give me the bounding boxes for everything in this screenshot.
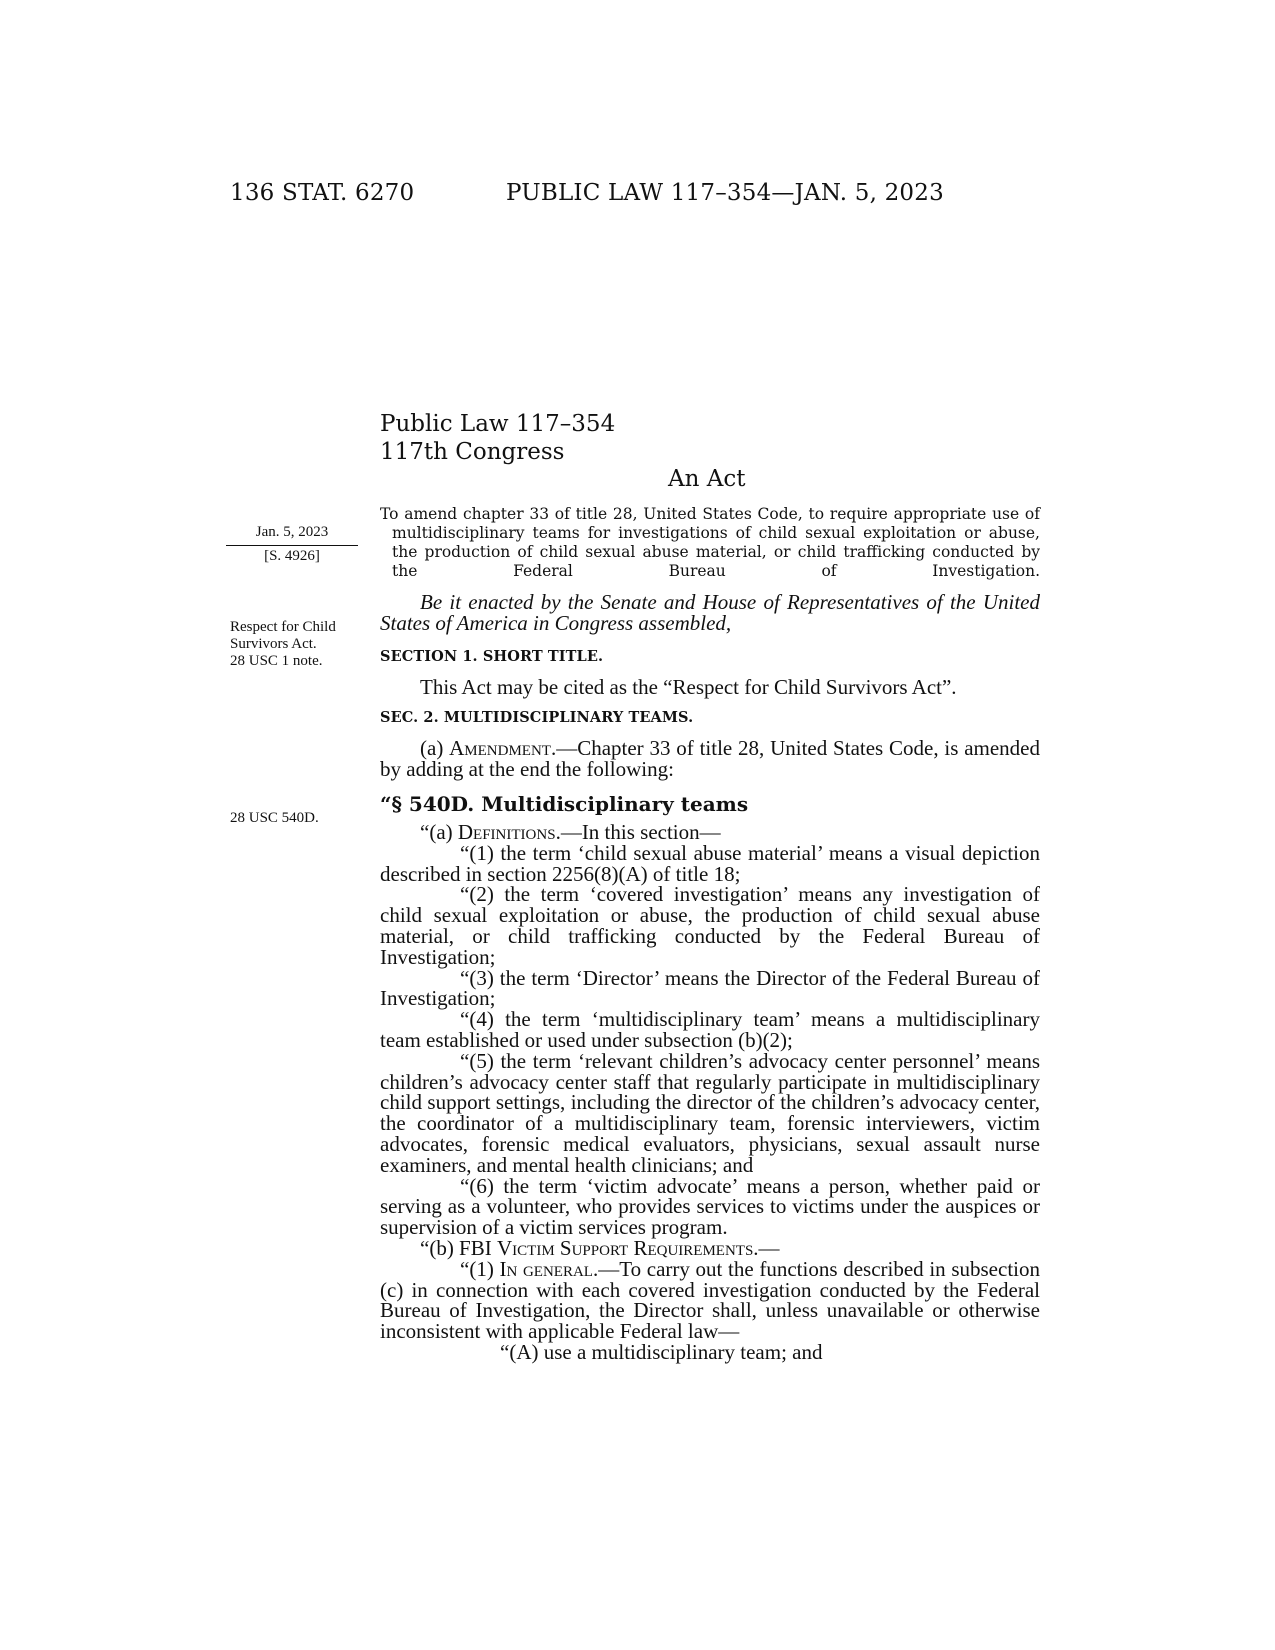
subsection-label: “(a) (420, 819, 458, 844)
paragraph-label: “(1) (460, 1256, 500, 1281)
law-number: Public Law 117–354 (380, 411, 616, 437)
act-purpose: To amend chapter 33 of title 28, United States Code, to require appropriate use of multidisciplinary teams for investigations of child sexual exploitation or abuse, the production of child sexual abuse material, or child trafficking conducted by the Federal Bureau of Investigation. (380, 505, 1040, 580)
margin-short-title-line: Respect for Child (230, 619, 336, 635)
margin-short-title-line: Survivors Act. (230, 636, 317, 652)
page-stat-number: 136 STAT. 6270 (230, 180, 415, 206)
paragraph-b1 (380, 1256, 1040, 1344)
definitions-paragraph (380, 819, 1040, 844)
act-heading: An Act (668, 466, 746, 492)
section-1-heading: SECTION 1. SHORT TITLE. (380, 647, 604, 665)
margin-divider (226, 545, 358, 546)
definition-3: “(3) the term ‘Director’ means the Director of the Federal Bureau of Investigation; (380, 965, 1040, 1011)
running-header: PUBLIC LAW 117–354—JAN. 5, 2023 (506, 180, 944, 206)
subsection-text: .—In this section— (555, 819, 721, 844)
section-2a-paragraph (380, 738, 1040, 780)
subparagraph-a: “(A) use a multidisciplinary team; and (500, 1339, 823, 1364)
law-body (380, 592, 1040, 1363)
margin-date: Jan. 5, 2023 (255, 524, 329, 540)
subsection-text: .—Chapter 33 of title 28, United States Code, is amended by adding at the end the following: (380, 736, 1041, 782)
definition-6: “(6) the term ‘victim advocate’ means a person, whether paid or serving as a volunteer, who provides services to victims under the auspices or supervision of a victim services program. (380, 1173, 1040, 1240)
enacting-clause: Be it enacted by the Senate and House of Representatives of the United States of America in Congress assembled, (380, 590, 1040, 635)
congress-label: 117th Congress (380, 439, 565, 465)
definition-5: “(5) the term ‘relevant children’s advocacy center personnel’ means children’s advocacy center staff that regularly participate in multidisciplinary child support settings, including the director of the children’s advocacy center, the coordinator of a multidisciplinary team, forensic interviewers, victim advocates, forensic medical evaluators, physicians, sexual assault nurse examiners, and mental health clinicians; and (380, 1048, 1040, 1177)
margin-usc-540d: 28 USC 540D. (230, 810, 319, 826)
subsection-b-heading (380, 1235, 1040, 1260)
margin-usc-note: 28 USC 1 note. (230, 653, 323, 669)
margin-short-title-note (230, 619, 370, 670)
section-540d-heading: “§ 540D. Multidisciplinary teams (380, 791, 749, 816)
definition-2: “(2) the term ‘covered investigation’ means any investigation of child sexual exploitation or abuse, the production of child sexual abuse material, or child trafficking conducted by the Federal Bureau of Investigation; (380, 882, 1040, 969)
definition-1: “(1) the term ‘child sexual abuse material’ means a visual depiction described in section 2256(8)(A) of title 18; (380, 840, 1040, 886)
section-1-text: This Act may be cited as the “Respect for Child Survivors Act”. (420, 674, 957, 699)
section-2-heading: SEC. 2. MULTIDISCIPLINARY TEAMS. (380, 709, 694, 727)
subsection-text: .— (753, 1235, 780, 1260)
subsection-label: “(b) FBI (420, 1235, 497, 1260)
paragraph-text: .—To carry out the functions described in subsection (c) in connection with each covered investigation conducted by the Federal Bureau of Investigation, the Director shall, unless unavailable or otherwise inconsistent with applicable Federal law— (380, 1256, 1040, 1344)
margin-bill-number: [S. 4926] (264, 548, 320, 564)
subsection-caption: Amendment (449, 736, 551, 761)
subsection-label: (a) (420, 736, 450, 761)
paragraph-caption: In general (499, 1256, 593, 1281)
definition-4: “(4) the term ‘multidisciplinary team’ means a multidisciplinary team established or used under subsection (b)(2); (380, 1007, 1040, 1052)
subsection-caption: Definitions (457, 819, 556, 844)
subsection-caption: Victim Support Requirements (497, 1235, 754, 1260)
